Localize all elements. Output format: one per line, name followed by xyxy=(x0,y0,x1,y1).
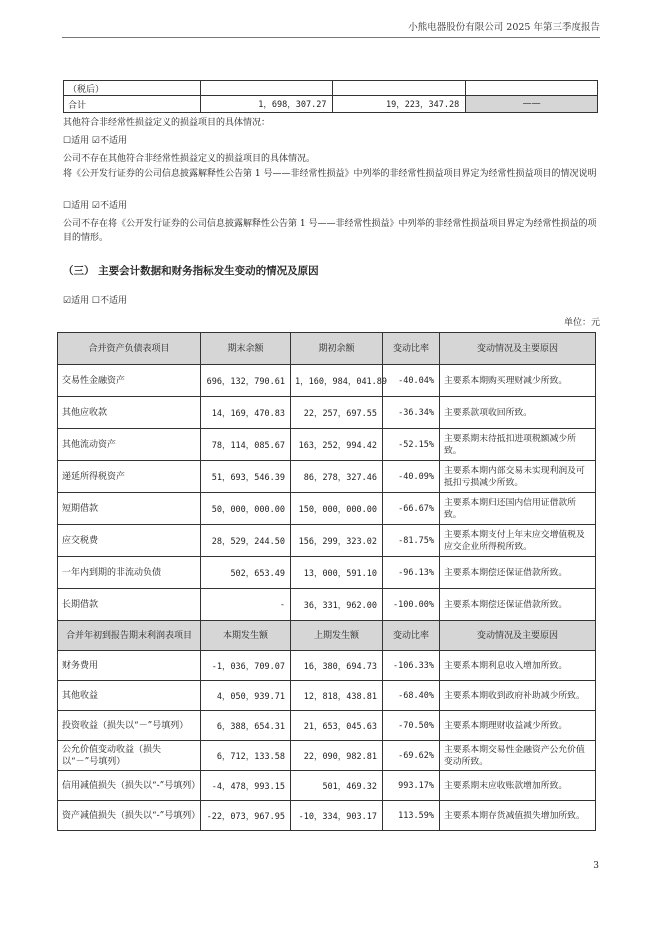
page-number: 3 xyxy=(593,861,599,871)
row-item: 其他收益 xyxy=(58,681,201,711)
table-row xyxy=(58,681,596,711)
row-begin-balance: 163，252，994.42 xyxy=(291,429,383,461)
table-row xyxy=(64,81,598,96)
applicability-check-3: ☑适用 ☐不适用 xyxy=(63,296,127,306)
row-begin-balance: 1，160，984，041.89 xyxy=(291,365,383,397)
row-item: 资产减值损失（损失以“-”号填列） xyxy=(58,801,201,831)
row-ratio: -40.04% xyxy=(383,365,440,397)
row-item: 短期借款 xyxy=(58,493,201,525)
row-current: 6，388，654.31 xyxy=(201,711,291,741)
row-end-balance: - xyxy=(201,589,291,621)
total-label: 合计 xyxy=(64,96,201,113)
table-row xyxy=(58,771,596,801)
paragraph-other-items: 其他符合非经常性损益定义的损益项目的具体情况： xyxy=(63,118,271,128)
row-reason: 主要系本期偿还保证借款所致。 xyxy=(440,557,596,589)
row-begin-balance: 13，000，591.10 xyxy=(291,557,383,589)
row-item: 财务费用 xyxy=(58,651,201,681)
page-header: 小熊电器股份有限公司 2025 年第三季度报告 xyxy=(408,22,600,33)
table-row xyxy=(58,711,596,741)
row-end-balance: 78，114，085.67 xyxy=(201,429,291,461)
table-row xyxy=(58,429,596,461)
row-item: 其他流动资产 xyxy=(58,429,201,461)
row-begin-balance: 22，257，697.55 xyxy=(291,397,383,429)
row-previous: -10，334，903.17 xyxy=(291,801,383,831)
table-row xyxy=(58,589,596,621)
row-item: 一年内到期的非流动负债 xyxy=(58,557,201,589)
paragraph-reclassification: 将《公开发行证券的公司信息披露解释性公告第 1 号——非经常性损益》中列举的非经常性损益项目界定为经常性损益项目的情况说明 xyxy=(63,169,597,179)
row-reason: 主要系本期归还国内信用证借款所致。 xyxy=(440,493,596,525)
column-header: 期初余额 xyxy=(291,333,383,365)
row-ratio: 113.59% xyxy=(383,801,440,831)
column-header: 变动比率 xyxy=(383,621,440,651)
column-header: 变动比率 xyxy=(383,333,440,365)
section-title: （三） 主要会计数据和财务指标发生变动的情况及原因 xyxy=(63,265,319,277)
row-item: 应交税费 xyxy=(58,525,201,557)
row-begin-balance: 156，299，323.02 xyxy=(291,525,383,557)
row-reason: 主要系本期购买理财减少所致。 xyxy=(440,365,596,397)
table-row xyxy=(58,365,596,397)
table-row xyxy=(58,493,596,525)
unit-label: 单位：元 xyxy=(563,318,600,328)
table-row xyxy=(58,525,596,557)
row-ratio: -100.00% xyxy=(383,589,440,621)
row-reason: 主要系款项收回所致。 xyxy=(440,397,596,429)
income-header-row xyxy=(58,621,596,651)
row-current: -22，073，967.95 xyxy=(201,801,291,831)
row-ratio: -68.40% xyxy=(383,681,440,711)
row-end-balance: 502，653.49 xyxy=(201,557,291,589)
paragraph-no-other-items: 公司不存在其他符合非经常性损益定义的损益项目的具体情况。 xyxy=(63,154,316,164)
row-reason: 主要系本期内部交易未实现利润及可抵扣亏损减少所致。 xyxy=(440,461,596,493)
row-ratio: -96.13% xyxy=(383,557,440,589)
row-previous: 21，653，045.63 xyxy=(291,711,383,741)
row-begin-balance: 86，278，327.46 xyxy=(291,461,383,493)
row-reason: 主要系期末待抵扣进项税额减少所致。 xyxy=(440,429,596,461)
paragraph-no-reclassification: 公司不存在将《公开发行证券的公司信息披露解释性公告第 1 号——非经常性损益》中列举的非经常性损益项目界定为经常性损益的项目的情形。 xyxy=(63,219,597,243)
column-header: 上期发生额 xyxy=(291,621,383,651)
row-current: -4，478，993.15 xyxy=(201,771,291,801)
row-item: 递延所得税资产 xyxy=(58,461,201,493)
table-row xyxy=(58,461,596,493)
balance-header-row xyxy=(58,333,596,365)
row-end-balance: 50，000，000.00 xyxy=(201,493,291,525)
row-item: 其他应收款 xyxy=(58,397,201,429)
table-row xyxy=(58,741,596,771)
row-item: 投资收益（损失以“－”号填列） xyxy=(58,711,201,741)
column-header: 变动情况及主要原因 xyxy=(440,621,596,651)
row-ratio: -70.50% xyxy=(383,711,440,741)
row-reason: 主要系本期偿还保证借款所致。 xyxy=(440,589,596,621)
row-end-balance: 14，169，470.83 xyxy=(201,397,291,429)
row-label: （税后） xyxy=(64,81,201,96)
total-row xyxy=(64,96,598,113)
row-previous: 12，818，438.81 xyxy=(291,681,383,711)
row-previous: 16，380，694.73 xyxy=(291,651,383,681)
row-ratio: -106.33% xyxy=(383,651,440,681)
row-ratio: -36.34% xyxy=(383,397,440,429)
row-end-balance: 696，132，790.61 xyxy=(201,365,291,397)
column-header: 本期发生额 xyxy=(201,621,291,651)
row-reason: 主要系本期收到政府补助减少所致。 xyxy=(440,681,596,711)
table-row xyxy=(58,651,596,681)
row-end-balance: 51，693，546.39 xyxy=(201,461,291,493)
row-current: 6，712，133.58 xyxy=(201,741,291,771)
total-note: —— xyxy=(466,96,598,113)
row-item: 长期借款 xyxy=(58,589,201,621)
row-previous: 22，090，982.81 xyxy=(291,741,383,771)
row-ratio: -81.75% xyxy=(383,525,440,557)
row-end-balance: 28，529，244.50 xyxy=(201,525,291,557)
row-reason: 主要系本期利息收入增加所致。 xyxy=(440,651,596,681)
row-item: 交易性金融资产 xyxy=(58,365,201,397)
table-row xyxy=(58,557,596,589)
total-current: 1，698，307.27 xyxy=(200,96,333,113)
row-item: 公允价值变动收益（损失以“－”号填列） xyxy=(58,741,201,771)
row-ratio: 993.17% xyxy=(383,771,440,801)
applicability-check-2: ☐适用 ☑不适用 xyxy=(63,201,127,211)
row-previous: 501，469.32 xyxy=(291,771,383,801)
nonrecurring-summary-table xyxy=(63,80,598,113)
column-header: 合并年初到报告期末利润表项目 xyxy=(58,621,201,651)
row-reason: 主要系本期理财收益减少所致。 xyxy=(440,711,596,741)
row-reason: 主要系期末应收账款增加所致。 xyxy=(440,771,596,801)
table-row xyxy=(58,397,596,429)
row-ratio: -66.67% xyxy=(383,493,440,525)
row-ratio: -40.09% xyxy=(383,461,440,493)
table-row xyxy=(58,801,596,831)
row-ratio: -52.15% xyxy=(383,429,440,461)
row-current: 4，050，939.71 xyxy=(201,681,291,711)
changes-table xyxy=(57,332,596,831)
row-reason: 主要系本期存货减值损失增加所致。 xyxy=(440,801,596,831)
column-header: 变动情况及主要原因 xyxy=(440,333,596,365)
row-reason: 主要系本期支付上年末应交增值税及应交企业所得税所致。 xyxy=(440,525,596,557)
row-begin-balance: 150，000，000.00 xyxy=(291,493,383,525)
header-rule xyxy=(62,37,600,38)
row-reason: 主要系本期交易性金融资产公允价值变动所致。 xyxy=(440,741,596,771)
row-ratio: -69.62% xyxy=(383,741,440,771)
row-item: 信用减值损失（损失以“-”号填列） xyxy=(58,771,201,801)
column-header: 合并资产负债表项目 xyxy=(58,333,201,365)
column-header: 期末余额 xyxy=(201,333,291,365)
row-begin-balance: 36，331，962.00 xyxy=(291,589,383,621)
total-ytd: 19，223，347.28 xyxy=(333,96,466,113)
row-current: -1，036，709.07 xyxy=(201,651,291,681)
applicability-check-1: ☐适用 ☑不适用 xyxy=(63,136,127,146)
